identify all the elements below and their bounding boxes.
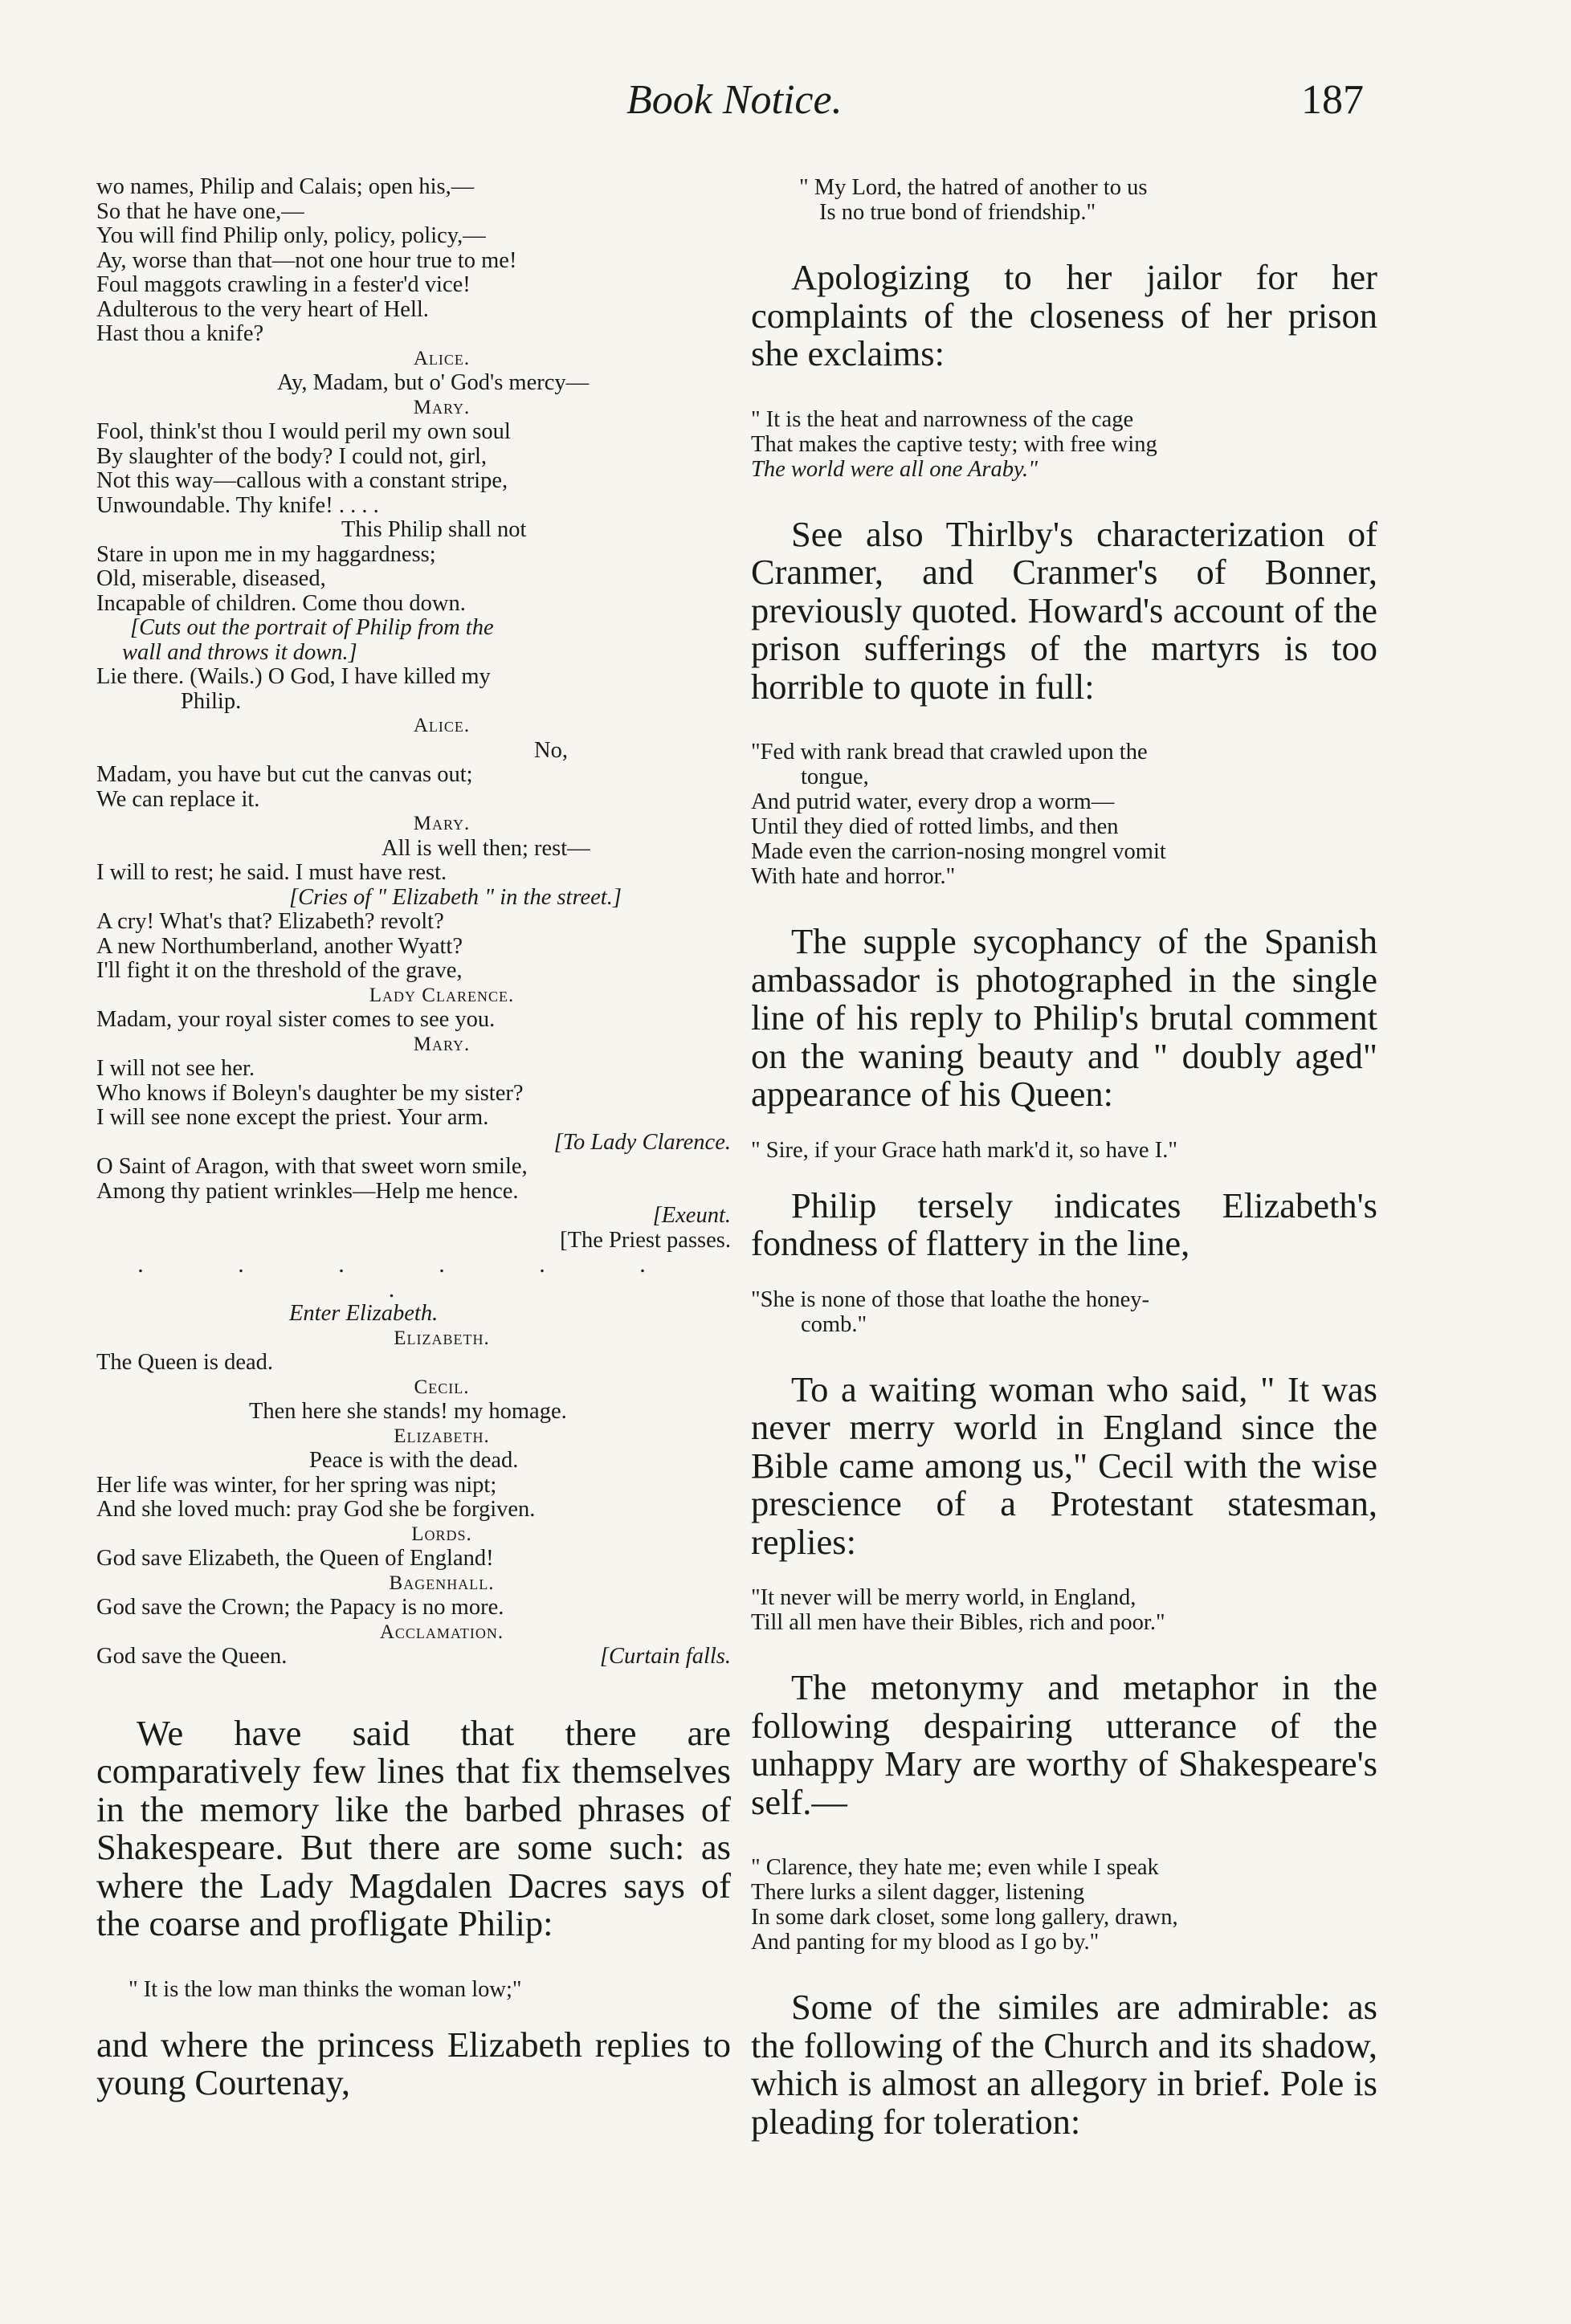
speaker-name: Elizabeth. [394,1327,490,1349]
stage-direction: wall and throws it down.] [122,639,357,665]
verse-line: Unwoundable. Thy knife! . . . . [96,492,379,518]
verse-line: Ay, worse than that—not one hour true to me! [96,247,517,273]
stage-direction: [Cuts out the portrait of Philip from the [130,615,494,640]
body-paragraph [751,1184,1377,1263]
verse-line: Peace is with the dead. [309,1448,519,1473]
verse-line: Fool, think'st thou I would peril my own soul [96,419,511,444]
verse-line: God save Elizabeth, the Queen of England! [96,1546,494,1571]
quotation: " It is the low man thinks the woman low;" [129,1976,522,2002]
body-paragraph [751,1669,1377,1821]
verse-line: wo names, Philip and Calais; open his,— [96,174,475,199]
speaker-name: Mary. [413,813,471,834]
verse-line: Philip. [181,688,242,714]
spacer [751,1337,1377,1371]
paragraph-text: To a waiting woman who said, " It was never merry world in England since the Bible came among us," Cecil with the wise prescience of a Protestant statesman, replies: [751,1368,1377,1562]
running-title: Book Notice. [626,77,843,123]
verse-line: A cry! What's that? Elizabeth? revolt? [96,909,444,934]
verse-line: And she loved much: pray God she be forgiven. [96,1497,536,1522]
page-number: 187 [1301,77,1364,123]
page-header [0,76,1571,141]
body-paragraph [751,259,1377,373]
spacer [96,2002,731,2026]
body-paragraph [751,923,1377,1114]
body-paragraph [96,1714,731,1943]
body-paragraph [751,513,1377,707]
verse-line: I will to rest; he said. I must have rest. [96,860,447,885]
quotation [751,1287,1377,1337]
quotation [751,175,1377,225]
verse-line: The Queen is dead. [96,1350,273,1375]
verse-line: Stare in upon me in my haggardness; [96,541,436,567]
stage-direction: [Cries of " Elizabeth " in the street.] [289,884,622,910]
quote-line: In some dark closet, some long gallery, drawn, [751,1905,1178,1930]
verse-line: A new Northumberland, another Wyatt? [96,933,463,959]
paragraph-text: The supple sycophancy of the Spanish ambassador is photographed in the single line of his reply to Philip's brutal comment on the waning beauty and " doubly aged" appearance of his Queen: [751,921,1377,1114]
final-line [96,1645,731,1670]
quote-line: And putrid water, every drop a worm— [751,789,1115,814]
spacer [751,1955,1377,1988]
spacer [751,482,1377,516]
stage-direction: [The Priest passes. [560,1227,731,1253]
spacer [96,1943,731,1977]
verse-line: This Philip shall not [341,517,527,542]
paragraph-text: Some of the similes are admirable: as the following of the Church and its shadow, which is almost an allegory in brief. Pole is pleading for toleration: [751,1987,1377,2142]
verse-line: Old, miserable, diseased, [96,566,326,591]
quotation [751,740,1377,889]
verse-line: So that he have one,— [96,198,304,224]
quote-line: "It never will be merry world, in England, [751,1585,1136,1610]
quote-line: With hate and horror." [751,864,956,889]
quotation [751,1585,1377,1635]
quote-line: The world were all one Araby." [751,456,1038,482]
spacer [751,889,1377,923]
verse-line: Ay, Madam, but o' God's mercy— [277,370,590,395]
verse-line: We can replace it. [96,786,260,812]
right-column [751,175,1377,2141]
spacer [751,1263,1377,1287]
verse-line: Madam, you have but cut the canvas out; [96,762,473,787]
spacer [96,1670,731,1714]
speaker-name: Lords. [411,1523,472,1545]
verse-line: Madam, your royal sister comes to see you. [96,1007,496,1032]
paragraph-text: Apologizing to her jailor for her complaints of the closeness of her prison she exclaims: [751,257,1377,373]
speaker-name: Alice. [413,715,471,736]
quotation [751,407,1377,482]
spacer [751,1821,1377,1855]
verse-line: You will find Philip only, policy, policy,— [96,223,486,248]
quote-line: There lurks a silent dagger, listening [751,1880,1085,1905]
verse-line: Her life was winter, for her spring was nipt; [96,1472,497,1498]
verse-line: By slaughter of the body? I could not, girl, [96,443,487,469]
verse-line: I'll fight it on the threshold of the grave, [96,958,463,983]
verse-block [96,175,731,1670]
quote-line: " My Lord, the hatred of another to us [799,175,1148,200]
verse-line: Among thy patient wrinkles—Help me hence. [96,1178,519,1204]
verse-line: God save the Queen. [96,1644,288,1669]
stage-direction: [Exeunt. [652,1203,731,1228]
speaker-name: Bagenhall. [389,1572,495,1594]
spacer [751,706,1377,740]
verse-line: O Saint of Aragon, with that sweet worn smile, [96,1154,528,1179]
quotation: " Sire, if your Grace hath mark'd it, so have I." [751,1137,1177,1163]
verse-line: Foul maggots crawling in a fester'd vice! [96,272,471,297]
verse-line: Hast thou a knife? [96,321,264,346]
quote-line: Is no true bond of friendship." [819,200,1096,225]
stage-direction: [Curtain falls. [599,1644,731,1669]
quote-line: And panting for my blood as I go by." [751,1930,1100,1955]
quote-line: Until they died of rotted limbs, and then [751,814,1119,839]
quotation [751,1855,1377,1955]
speaker-name: Elizabeth. [394,1425,490,1447]
quote-line: Till all men have their Bibles, rich and poor." [751,1610,1165,1635]
verse-line: I will see none except the priest. Your arm. [96,1105,489,1130]
verse-line: All is well then; rest— [382,835,590,861]
verse-line: Not this way—callous with a constant stripe, [96,468,508,493]
quote-line: That makes the captive testy; with free wing [751,431,1157,457]
quote-line: "She is none of those that loathe the honey- [751,1286,1150,1312]
verse-line: God save the Crown; the Papacy is no more. [96,1595,504,1620]
verse-line: Adulterous to the very heart of Hell. [96,296,429,322]
quote-line: comb." [801,1311,867,1337]
body-paragraph [751,1368,1377,1562]
speaker-name: Mary. [413,396,471,418]
paragraph-text: The metonymy and metaphor in the following despairing utterance of the unhappy Mary are worthy of Shakespeare's self.— [751,1667,1377,1822]
paragraph-text: See also Thirlby's characterization of Cranmer, and Cranmer's of Bonner, previously quoted. Howard's account of the prison sufferings of the martyrs is too horrible to quote in full: [751,513,1377,707]
speaker-name: Mary. [413,1033,471,1055]
quote-line: " Clarence, they hate me; even while I speak [751,1855,1159,1880]
spacer [751,1163,1377,1187]
quote-line: "Fed with rank bread that crawled upon the [751,740,1148,764]
speaker-name: Cecil. [414,1376,470,1398]
stage-direction: [To Lady Clarence. [553,1129,731,1155]
speaker-name: Alice. [413,347,471,369]
spacer [751,1561,1377,1585]
spacer [751,225,1377,259]
quote-line: Made even the carrion-nosing mongrel vomit [751,839,1166,864]
speaker-name: Acclamation. [379,1621,504,1643]
stage-direction: Enter Elizabeth. [289,1301,439,1326]
paragraph-text: Philip tersely indicates Elizabeth's fondness of flattery in the line, [751,1184,1377,1263]
spacer [751,1635,1377,1669]
speaker-name: Lady Clarence. [369,984,515,1006]
verse-line: No, [534,737,568,763]
quote-line: " It is the heat and narrowness of the cage [751,406,1134,432]
body-paragraph: and where the princess Elizabeth replies to young Courtenay, [96,2024,731,2102]
verse-line: I will not see her. [96,1056,255,1081]
ellipsis-row: . . . . . . . [137,1251,690,1303]
spacer [751,1114,1377,1138]
verse-line: Then here she stands! my homage. [249,1399,567,1424]
spacer [751,373,1377,407]
verse-line: Lie there. (Wails.) O God, I have killed my [96,664,491,689]
left-column [96,175,731,2102]
quote-line: tongue, [801,764,869,789]
verse-line: Incapable of children. Come thou down. [96,590,466,616]
body-paragraph [751,1988,1377,2141]
verse-line: Who knows if Boleyn's daughter be my sister? [96,1080,524,1106]
paragraph-text: We have said that there are comparatively few lines that fix themselves in the memory like the barbed phrases of Shakespeare. But there are some such: as where the Lady Magdalen Dacres says of the coarse and profligate Philip: [96,1712,731,1943]
